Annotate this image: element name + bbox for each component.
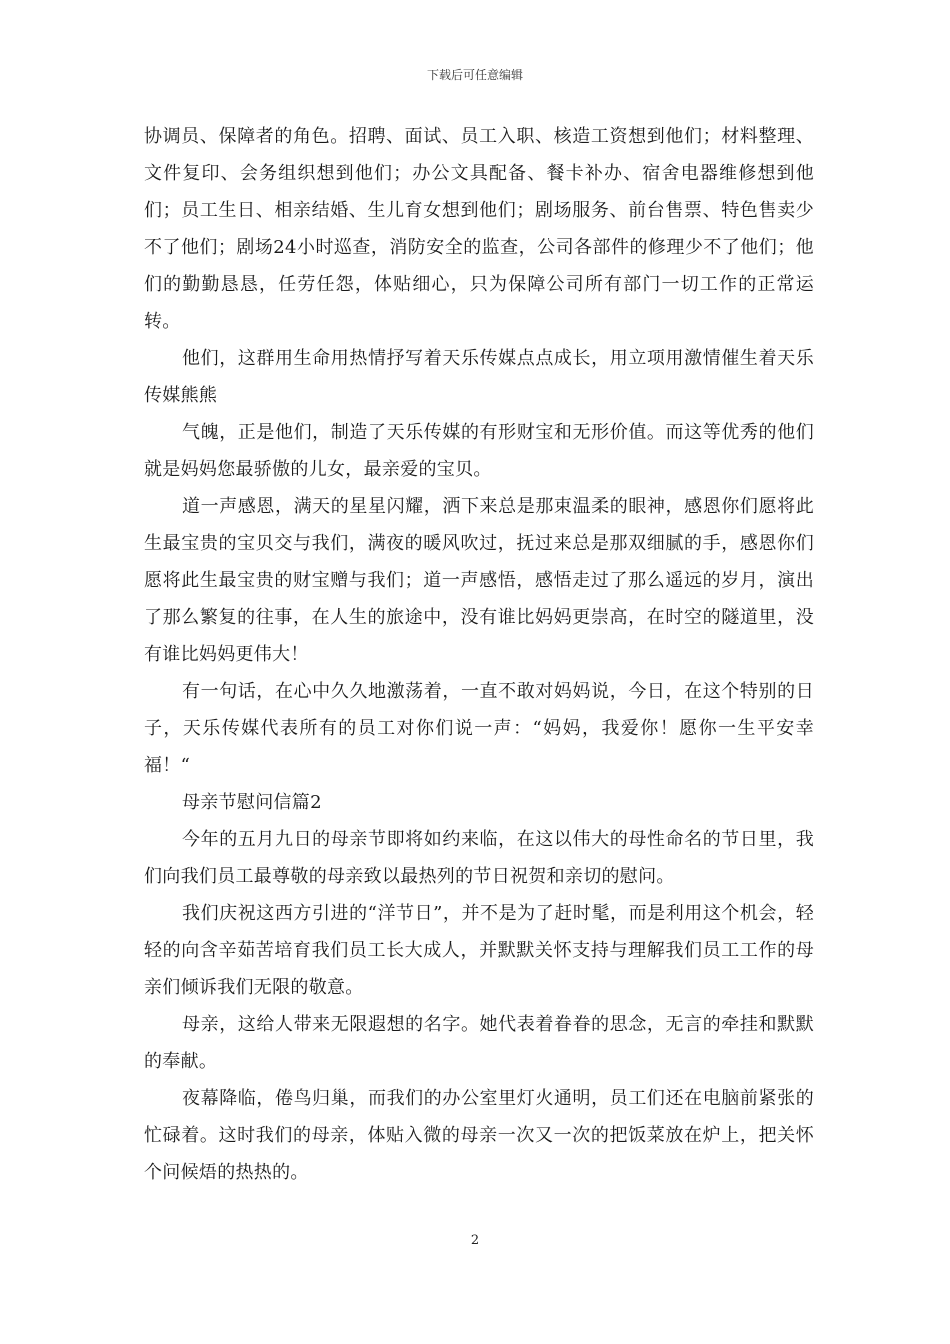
document-body xyxy=(144,118,814,1191)
section-heading: 母亲节慰问信篇2 xyxy=(182,792,322,813)
paragraph: 有一句话，在心中久久地激荡着，一直不敢对妈妈说，今日，在这个特别的日子，天乐传媒代表所有的员工对你们说一声：“妈妈，我爱你！愿你一生平安幸福！“ xyxy=(144,681,814,776)
paragraph: 母亲，这给人带来无限遐想的名字。她代表着眷眷的思念，无言的牵挂和默默的奉献。 xyxy=(144,1014,814,1072)
paragraph: 我们庆祝这西方引进的“洋节日”，并不是为了赶时髦，而是利用这个机会，轻轻的向含辛茹苦培育我们员工长大成人，并默默关怀支持与理解我们员工工作的母亲们倾诉我们无限的敬意。 xyxy=(144,903,814,998)
paragraph: 今年的五月九日的母亲节即将如约来临，在这以伟大的母性命名的节日里，我们向我们员工最尊敬的母亲致以最热列的节日祝贺和亲切的慰问。 xyxy=(144,829,814,887)
paragraph: 夜幕降临，倦鸟归巢，而我们的办公室里灯火通明，员工们还在电脑前紧张的忙碌着。这时我们的母亲，体贴入微的母亲一次又一次的把饭菜放在炉上，把关怀个问候焐的热热的。 xyxy=(144,1088,814,1183)
paragraph: 气魄，正是他们，制造了天乐传媒的有形财宝和无形价值。而这等优秀的他们就是妈妈您最骄傲的儿女，最亲爱的宝贝。 xyxy=(144,422,814,480)
page-header: 下载后可任意编辑 xyxy=(426,68,523,82)
paragraph: 他们，这群用生命用热情抒写着天乐传媒点点成长，用立项用激情催生着天乐传媒熊熊 xyxy=(144,348,814,406)
page-number: 2 xyxy=(470,1233,480,1248)
paragraph: 协调员、保障者的角色。招聘、面试、员工入职、核造工资想到他们；材料整理、文件复印、会务组织想到他们；办公文具配备、餐卡补办、宿舍电器维修想到他们；员工生日、相亲结婚、生儿育女想到他们；剧场服务、前台售票、特色售卖少不了他们；剧场24小时巡查，消防安全的监查，公司各部件的修理少不了他们；他们的勤勤恳恳，任劳任怨，体贴细心，只为保障公司所有部门一切工作的正常运转。 xyxy=(144,126,814,332)
paragraph: 道一声感恩，满天的星星闪耀，洒下来总是那束温柔的眼神，感恩你们愿将此生最宝贵的宝贝交与我们，满夜的暖风吹过，抚过来总是那双细腻的手，感恩你们愿将此生最宝贵的财宝赠与我们；道一声感悟，感悟走过了那么遥远的岁月，演出了那么繁复的往事，在人生的旅途中，没有谁比妈妈更崇高，在时空的隧道里，没有谁比妈妈更伟大！ xyxy=(144,496,814,665)
